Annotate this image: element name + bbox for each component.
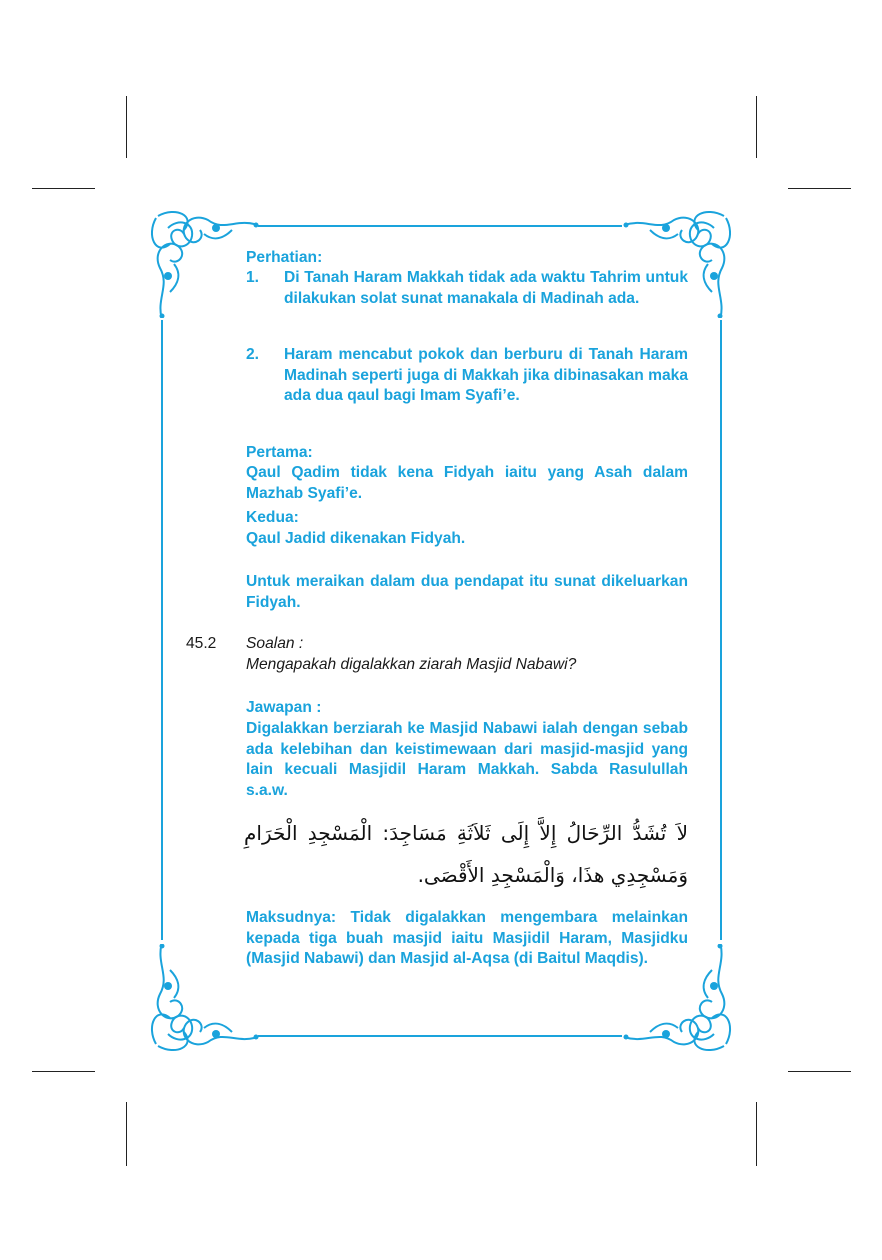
hadith-arabic: لاَ تُشَدُّ الرِّحَالُ إِلاَّ إِلَى ثَلاَثَةِ مَسَاجِدَ: الْمَسْجِدِ الْحَرَامِ وَمَسْجِدِي هذَا، وَالْمَسْجِدِ الأَقْصَى. (244, 821, 688, 887)
conclusion-text: Untuk meraikan dalam dua pendapat itu sunat dikeluarkan Fidyah. (246, 573, 688, 611)
crop-mark-bottom-right-vertical (756, 1102, 757, 1166)
question-text: Mengapakah digalakkan ziarah Masjid Nabawi? (246, 656, 577, 673)
second-text: Qaul Jadid dikenakan Fidyah. (246, 530, 466, 547)
crop-mark-top-left-vertical (126, 96, 127, 158)
second-heading: Kedua: (246, 509, 299, 526)
frame-left-line (161, 320, 163, 940)
crop-mark-top-right-vertical (756, 96, 757, 158)
notice-item-1-text: Di Tanah Haram Makkah tidak ada waktu Tahrim untuk dilakukan solat sunat manakala di Madinah ada. (284, 269, 688, 307)
crop-mark-top-left-horizontal (32, 188, 95, 189)
notice-item-2-text: Haram mencabut pokok dan berburu di Tanah Haram Madinah seperti juga di Makkah jika dibinasakan maka ada dua qaul bagi Imam Syafi’e. (284, 346, 688, 404)
notice-heading: Perhatian: (246, 249, 323, 266)
answer-text: Digalakkan berziarah ke Masjid Nabawi ialah dengan sebab ada kelebihan dan keistimewaan dari masjid-masjid yang lain kecuali Masjidil Haram Makkah. Sabda Rasulullah s.a.w. (246, 720, 688, 799)
frame-top-line (258, 225, 622, 227)
crop-mark-bottom-left-horizontal (32, 1071, 95, 1072)
hadith-meaning: Maksudnya: Tidak digalakkan mengembara melainkan kepada tiga buah masjid iaitu Masjidil Haram, Masjidku (Masjid Nabawi) dan Masjid al-Aqsa (di Baitul Maqdis). (246, 909, 688, 967)
notice-item-1-number: 1. (246, 269, 260, 286)
crop-mark-bottom-right-horizontal (788, 1071, 851, 1072)
answer-label: Jawapan : (246, 699, 322, 716)
first-text: Qaul Qadim tidak kena Fidyah iaitu yang Asah dalam Mazhab Syafi’e. (246, 464, 688, 502)
crop-mark-top-right-horizontal (788, 188, 851, 189)
frame-bottom-line (258, 1035, 622, 1037)
question-number: 45.2 (186, 635, 217, 652)
crop-mark-bottom-left-vertical (126, 1102, 127, 1166)
frame-right-line (720, 320, 722, 940)
notice-item-2-number: 2. (246, 346, 260, 363)
first-heading: Pertama: (246, 444, 313, 461)
question-label: Soalan : (246, 635, 304, 652)
